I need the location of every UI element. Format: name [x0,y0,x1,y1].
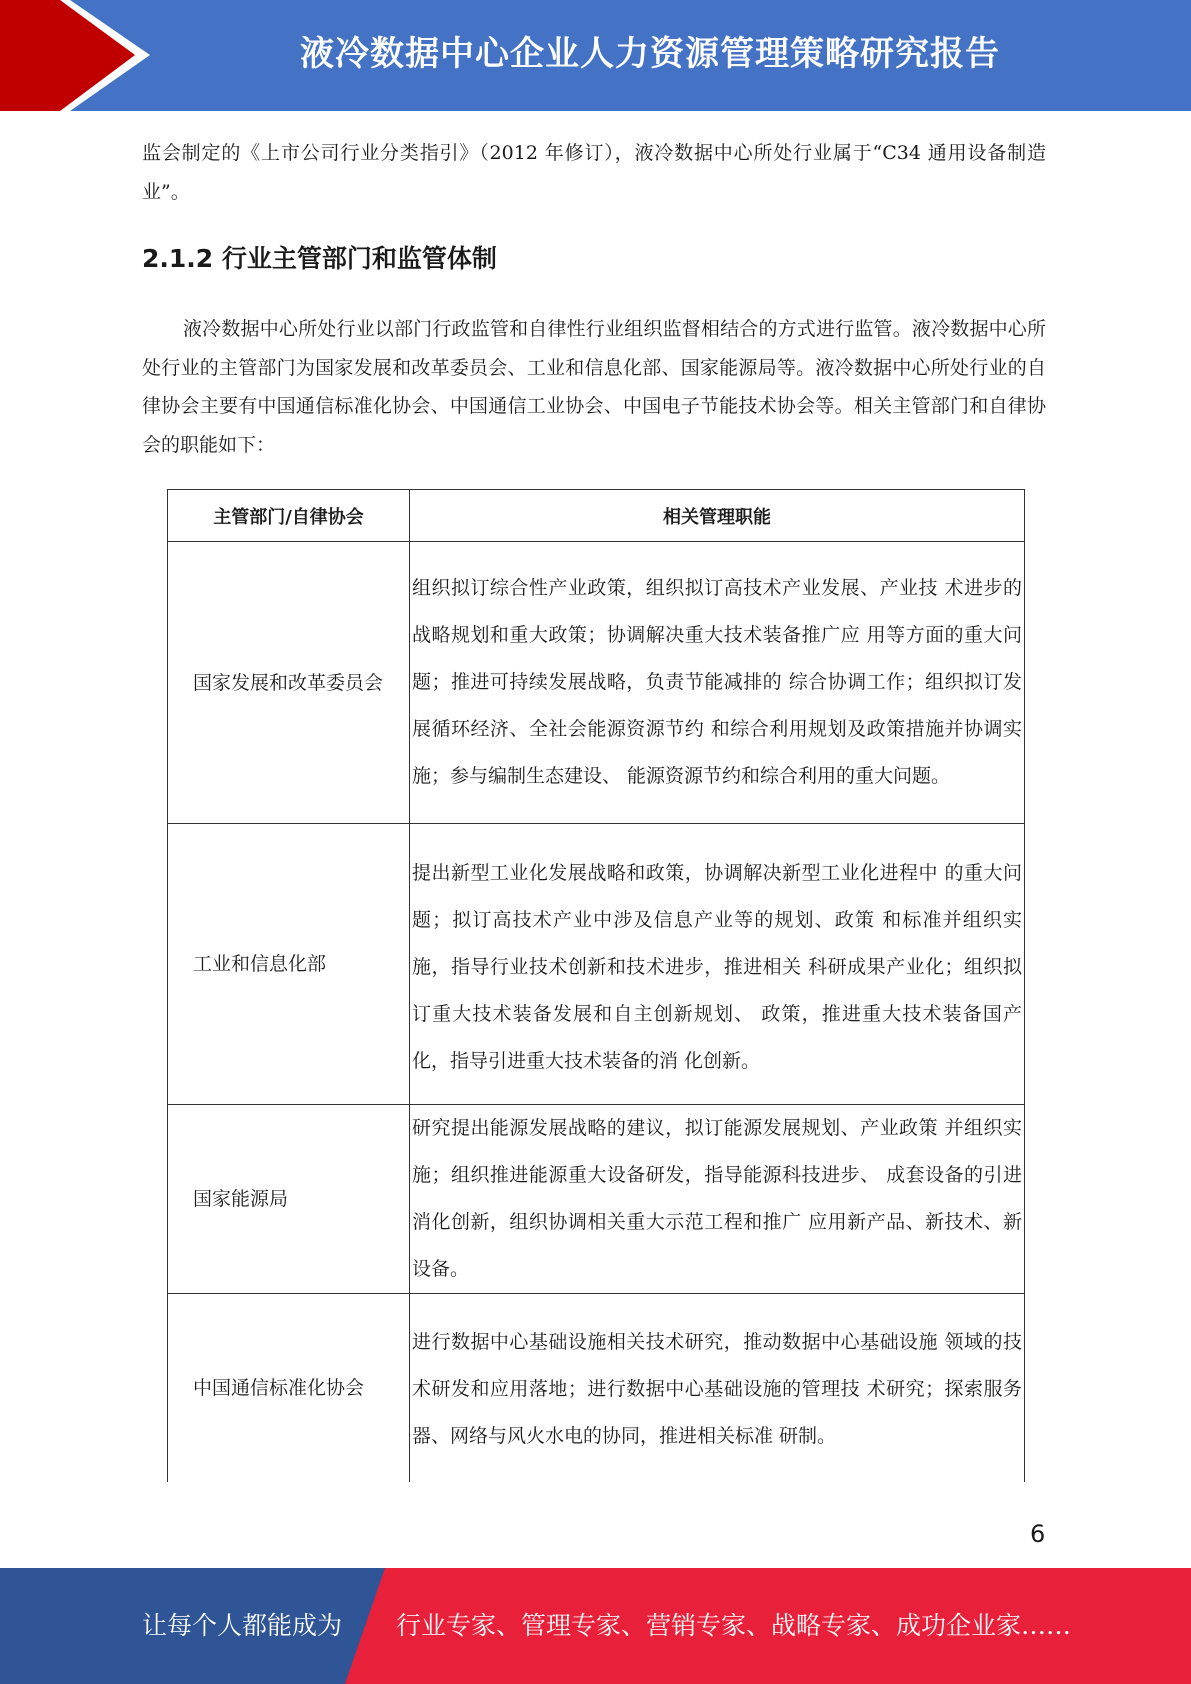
function-cell: 组织拟订综合性产业政策，组织拟订高技术产业发展、产业技 术进步的战略规划和重大政策；协调解决重大技术装备推广应 用等方面的重大问题；推进可持续发展战略，负责节能减排的 综合协调工作；组织拟订发展循环经济、全社会能源资源节约 和综合利用规划及政策措施并协调实施；参与编制生态建设、 能源资源节约和综合利用的重大问题。 [410,542,1025,824]
paragraph-industry-classification: 监会制定的《上市公司行业分类指引》（2012 年修订），液冷数据中心所处行业属于“C34 通用设备制造业”。 [142,142,1046,203]
page-number: 6 [1030,1520,1046,1548]
dept-cell: 工业和信息化部 [168,824,410,1105]
table-row [168,1105,1025,1294]
header-banner [0,0,1191,111]
report-title: 液冷数据中心企业人力资源管理策略研究报告 [300,34,1000,74]
header-arrow-decoration [0,0,160,111]
dept-cell: 国家能源局 [168,1105,410,1294]
table-header-row [168,490,1025,542]
table-row [168,824,1025,1105]
function-cell: 进行数据中心基础设施相关技术研究，推动数据中心基础设施 领域的技术研发和应用落地；进行数据中心基础设施的管理技 术研究；探索服务器、网络与风火水电的协同，推进相关标准 研制。 [410,1294,1025,1483]
regulatory-table [167,489,1025,1482]
table-header-function: 相关管理职能 [410,490,1025,542]
table-row [168,542,1025,824]
section-title: 2.1.2 行业主管部门和监管体制 [142,244,497,273]
function-cell: 研究提出能源发展战略的建议，拟订能源发展规划、产业政策 并组织实施；组织推进能源重大设备研发，指导能源科技进步、 成套设备的引进消化创新，组织协调相关重大示范工程和推广 应用新产品、新技术、新设备。 [410,1105,1025,1294]
table-header-dept: 主管部门/自律协会 [168,490,410,542]
footer-slogan-right: 行业专家、管理专家、营销专家、战略专家、成功企业家…… [396,1611,1072,1640]
footer-slogan-left: 让每个人都能成为 [142,1611,343,1640]
footer-banner [0,1568,1191,1684]
dept-cell: 国家发展和改革委员会 [168,542,410,824]
dept-cell: 中国通信标准化协会 [168,1294,410,1483]
function-cell: 提出新型工业化发展战略和政策，协调解决新型工业化进程中 的重大问题；拟订高技术产业中涉及信息产业等的规划、政策 和标准并组织实施，指导行业技术创新和技术进步，推进相关 科研成果产业化；组织拟订重大技术装备发展和自主创新规划、 政策，推进重大技术装备国产化，指导引进重大技术装备的消 化创新。 [410,824,1025,1105]
table-row [168,1294,1025,1483]
paragraph-regulatory-system: 液冷数据中心所处行业以部门行政监管和自律性行业组织监督相结合的方式进行监管。液冷数据中心所处行业的主管部门为国家发展和改革委员会、工业和信息化部、国家能源局等。液冷数据中心所处行业的自律协会主要有中国通信标准化协会、中国通信工业协会、中国电子节能技术协会等。相关主管部门和自律协会的职能如下： [142,318,1046,456]
